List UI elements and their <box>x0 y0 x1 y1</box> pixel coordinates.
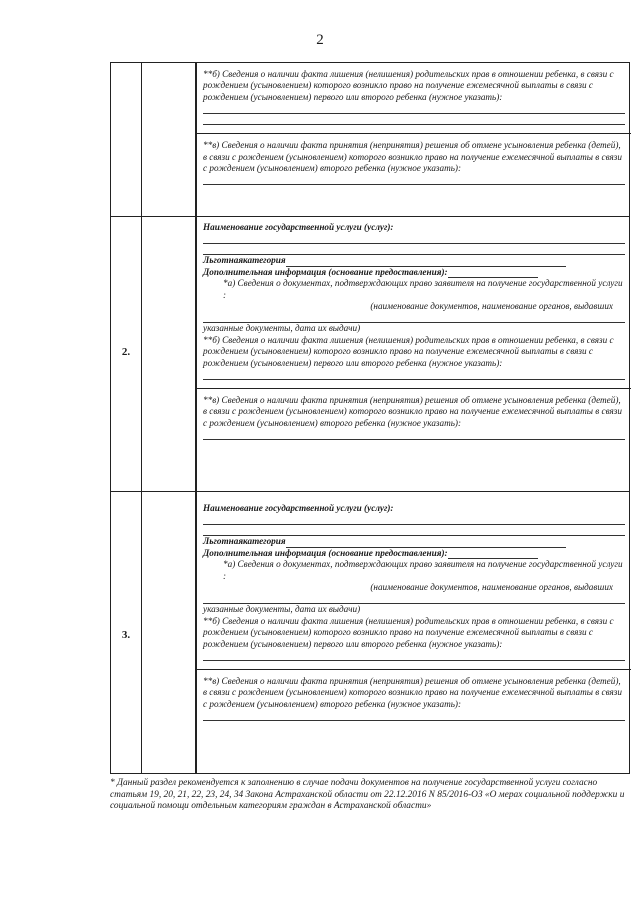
fill-line <box>203 174 625 185</box>
fill-line <box>203 710 625 721</box>
field-caption: (наименование документов, наименование органов, выдавших <box>370 582 613 593</box>
item-b: **б) Сведения о наличии факта лишения (нелишения) родительских прав в отношении ребенка, в связи с рождением (усыновлением) которого возникло право на получение ежемесячной выплаты в связи с рождением (усыновлением) первого или второго ребенка (нужное указать): <box>203 615 614 649</box>
additional-info-label: Дополнительная информация (основание предоставления): <box>203 547 448 558</box>
services-table <box>110 62 630 774</box>
category-label: Льготнаякатегория <box>203 255 286 266</box>
fill-line <box>203 650 625 661</box>
field-caption: указанные документы, дата их выдачи) <box>203 604 361 615</box>
item-b: **б) Сведения о наличии факта лишения (нелишения) родительских прав в отношении ребенка, в связи с рождением (усыновлением) которого возникло право на получение ежемесячной выплаты в связи с рождением (усыновлением) первого или второго ребенка (нужное указать): <box>203 334 614 368</box>
item-a: *а) Сведения о документах, подтверждающих право заявителя на получение государственной услуги : <box>223 278 623 300</box>
footnote: * Данный раздел рекомендуется к заполнению в случае подачи документов на получение государственной услуги согласно статьям 19, 20, 21, 22, 23, 24, 34 Закона Астраханской области от 22.12.2016 N 85/2016-ОЗ «О мерах социальной поддержки и социальной помощи отдельным категориям граждан в Астраханской области» <box>110 778 625 812</box>
additional-info-label: Дополнительная информация (основание предоставления): <box>203 266 448 277</box>
section-separator <box>195 669 631 670</box>
service-title: Наименование государственной услуги (услуг): <box>203 503 394 513</box>
section-separator <box>195 133 631 134</box>
fill-line <box>203 103 625 114</box>
category-label: Льготнаякатегория <box>203 536 286 547</box>
row-divider <box>111 216 629 217</box>
fill-line <box>203 593 625 604</box>
row-divider <box>111 491 629 492</box>
fill-line <box>203 369 625 380</box>
row1-item-b: **б) Сведения о наличии факта лишения (нелишения) родительских прав в отношении ребенка, в связи с рождением (усыновлением) которого возникло право на получение ежемесячной выплаты в связи с рождением (усыновлением) первого или второго ребенка (нужное указать): <box>203 69 614 102</box>
field-caption: указанные документы, дата их выдачи) <box>203 323 361 334</box>
row-number: 2. <box>121 346 131 358</box>
fill-line <box>203 244 625 255</box>
fill-line <box>203 233 625 244</box>
row-number: 3. <box>121 629 131 641</box>
item-v: **в) Сведения о наличии факта принятия (непринятия) решения об отмене усыновления ребенка (детей), в связи с рождением (усыновлением) которого возникло право на получение ежемесячной выплаты в связи с рождением (усыновлением) второго ребенка (нужное указать): <box>203 676 622 709</box>
column-divider <box>141 63 142 773</box>
fill-line <box>203 514 625 525</box>
item-a: *а) Сведения о документах, подтверждающих право заявителя на получение государственной услуги : <box>223 559 623 581</box>
fill-line <box>203 312 625 323</box>
fill-line <box>203 525 625 536</box>
field-caption: (наименование документов, наименование органов, выдавших <box>370 301 613 312</box>
row2-content <box>203 222 625 440</box>
page-number: 2 <box>316 32 324 48</box>
row1-content <box>203 69 625 185</box>
row1-item-v: **в) Сведения о наличии факта принятия (непринятия) решения об отмене усыновления ребенка (детей), в связи с рождением (усыновлением) которого возникло право на получение ежемесячной выплаты в связи с рождением (усыновлением) второго ребенка (нужное указать): <box>203 140 622 174</box>
section-separator <box>195 388 631 389</box>
fill-line <box>203 429 625 440</box>
item-v: **в) Сведения о наличии факта принятия (непринятия) решения об отмене усыновления ребенка (детей), в связи с рождением (усыновлением) которого возникло право на получение ежемесячной выплаты в связи с рождением (усыновлением) второго ребенка (нужное указать): <box>203 395 622 428</box>
row3-content <box>203 503 625 721</box>
service-title: Наименование государственной услуги (услуг): <box>203 222 394 232</box>
column-divider <box>195 63 197 773</box>
fill-line <box>203 114 625 125</box>
